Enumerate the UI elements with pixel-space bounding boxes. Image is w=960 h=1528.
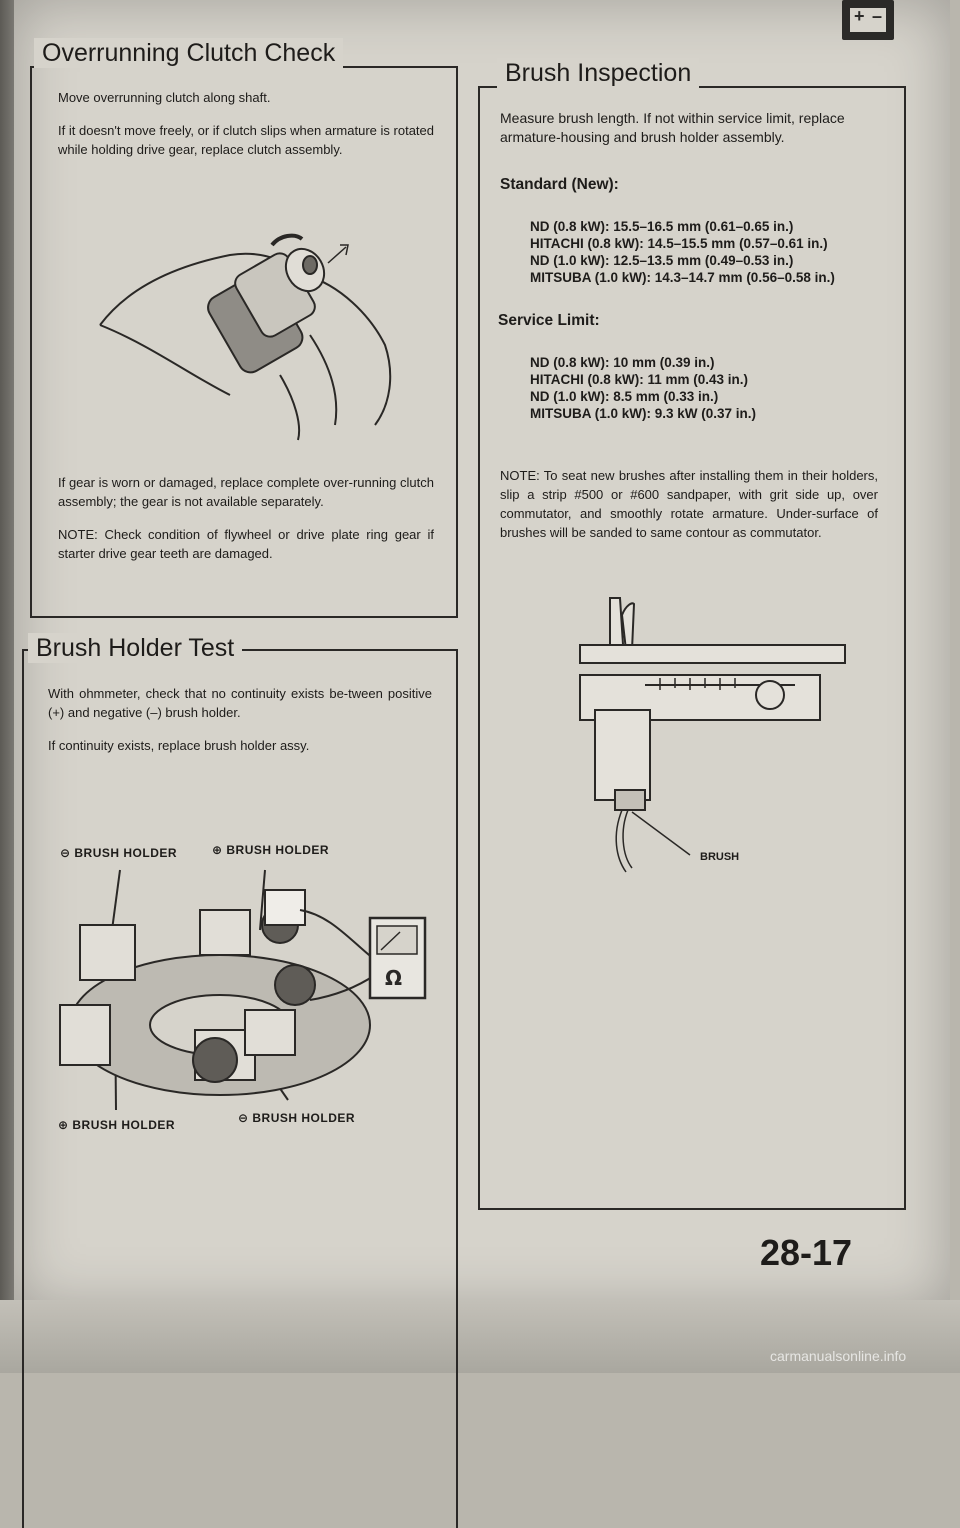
overrunning-para-3: If gear is worn or damaged, replace complete over-running clutch assembly; the gear is not available separately. — [58, 475, 434, 509]
standard-item: MITSUBA (1.0 kW): 14.3–14.7 mm (0.56–0.58 in.) — [530, 270, 835, 285]
clutch-illustration — [40, 225, 460, 445]
test-lead — [300, 910, 375, 960]
overrunning-note: NOTE: Check condition of flywheel or drive plate ring gear if starter drive gear teeth are damaged. — [58, 527, 434, 561]
limit-item: ND (0.8 kW): 10 mm (0.39 in.) — [530, 355, 715, 370]
overrunning-text-1 — [58, 88, 434, 173]
standard-item: ND (0.8 kW): 15.5–16.5 mm (0.61–0.65 in.) — [530, 219, 794, 234]
caliper-knob — [756, 681, 784, 709]
brush-inspection-intro: Measure brush length. If not within service limit, replace armature-housing and brush holder assembly. — [500, 110, 845, 145]
brush-block-5 — [245, 1010, 295, 1055]
ohmmeter-icon — [370, 918, 425, 998]
brush-holder-para-1: With ohmmeter, check that no continuity exists be-tween positive (+) and negative (–) brush holder. — [48, 686, 432, 720]
overrunning-para-2: If it doesn't move freely, or if clutch slips when armature is rotated while holding drive gear, replace clutch assembly. — [58, 123, 434, 157]
brush-block-2 — [200, 910, 250, 955]
overrunning-para-1: Move overrunning clutch along shaft. — [58, 90, 271, 105]
brush-block-3 — [60, 1005, 110, 1065]
overrunning-title: Overrunning Clutch Check — [34, 38, 343, 68]
limit-item: MITSUBA (1.0 kW): 9.3 kW (0.37 in.) — [530, 406, 757, 421]
brush-inspection-title: Brush Inspection — [497, 58, 699, 88]
brush-leader — [632, 812, 690, 855]
brush-holder-title: Brush Holder Test — [28, 633, 242, 663]
brush-holder-para-2: If continuity exists, replace brush holder assy. — [48, 738, 310, 753]
terminal-block — [265, 890, 305, 925]
slide-arrow — [328, 245, 348, 263]
spring-2 — [275, 965, 315, 1005]
brush-block — [615, 790, 645, 810]
standard-list — [530, 218, 835, 286]
limit-item: ND (1.0 kW): 8.5 mm (0.33 in.) — [530, 389, 719, 404]
brush-block-1 — [80, 925, 135, 980]
watermark-text: carmanualsonline.info — [770, 1348, 907, 1364]
battery-plus: + — [854, 6, 865, 26]
brush-label: BRUSH — [700, 851, 740, 863]
rotation-arrow — [272, 236, 302, 245]
limit-item: HITACHI (0.8 kW): 11 mm (0.43 in.) — [530, 372, 749, 387]
brush-holder-text — [48, 684, 432, 769]
caliper-illustration — [560, 590, 860, 880]
brush-inspection-note: NOTE: To seat new brushes after installing them in their holders, slip a strip #500 or #600 sandpaper, with grit side up, over commutator, and smoothly rotate armature. Under-surface of brushes will be sanded to same contour as commutator. — [500, 468, 878, 540]
spring-3 — [193, 1038, 237, 1082]
svg-text:Ω: Ω — [385, 966, 403, 990]
standard-item: HITACHI (0.8 kW): 14.5–15.5 mm (0.57–0.61 in.) — [530, 236, 828, 251]
brush-holder-illustration — [40, 860, 440, 1120]
limit-heading: Service Limit: — [498, 312, 600, 329]
label-neg-holder-top: ⊖ BRUSH HOLDER — [60, 846, 178, 860]
label-neg-holder-bottom: ⊖ BRUSH HOLDER — [238, 1111, 356, 1125]
page-number: 28-17 — [760, 1232, 853, 1273]
limit-list — [530, 354, 756, 422]
brush-lead — [623, 810, 632, 868]
clutch-assembly — [204, 242, 332, 377]
overrunning-text-2 — [58, 473, 434, 577]
battery-minus: – — [872, 6, 883, 26]
caliper-main-beam — [580, 645, 845, 663]
label-pos-holder-top: ⊕ BRUSH HOLDER — [212, 843, 330, 857]
standard-item: ND (1.0 kW): 12.5–13.5 mm (0.49–0.53 in.) — [530, 253, 794, 268]
standard-heading: Standard (New): — [500, 176, 619, 193]
caliper-jaw-bottom — [595, 710, 650, 800]
battery-icon — [842, 0, 894, 40]
label-pos-holder-bottom: ⊕ BRUSH HOLDER — [58, 1118, 176, 1132]
